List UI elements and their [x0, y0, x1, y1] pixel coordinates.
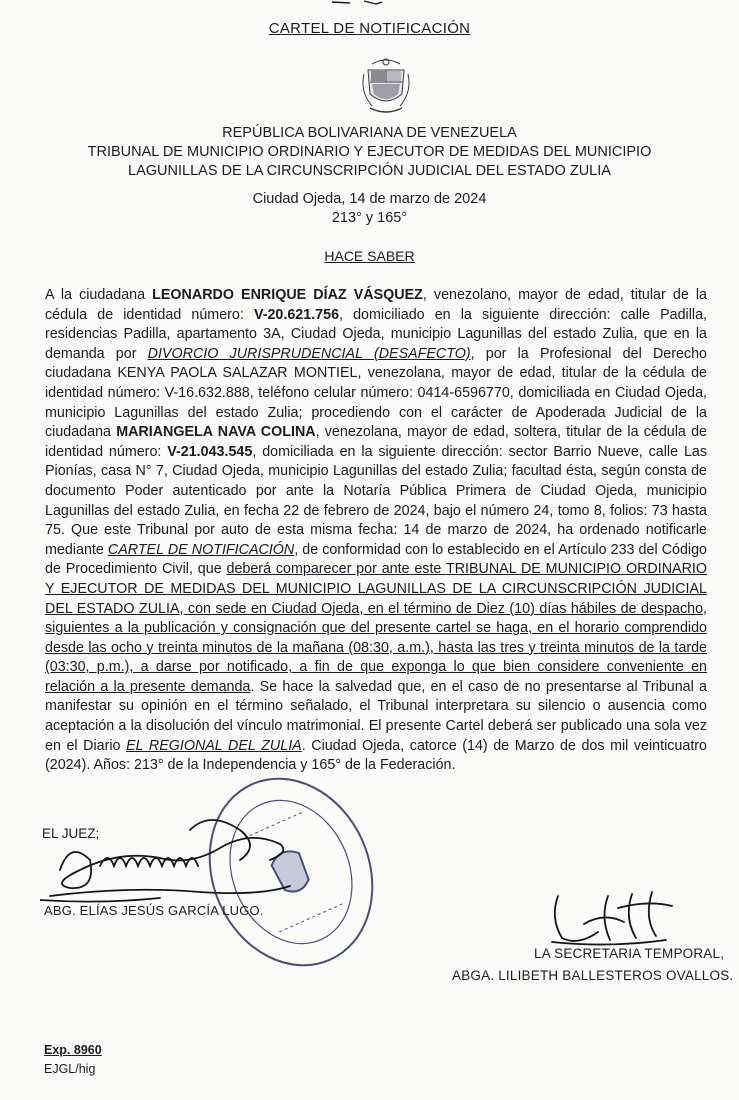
header-line-jurisdiction: LAGUNILLAS DE LA CIRCUNSCRIPCIÓN JUDICIAL DEL ESTADO ZULIA — [128, 163, 611, 179]
plaintiff-name: MARIANGELA NAVA COLINA — [116, 424, 316, 441]
notice-body — [45, 286, 707, 776]
document-title: CARTEL DE NOTIFICACIÓN — [268, 20, 471, 37]
body-part-9: . Ciudad Ojeda, catorce (14) de Marzo de dos mil veinticuatro (2024). Años: 213° de la Independencia y 165° de la Federación. — [45, 737, 708, 774]
underlined-notice: deberá comparecer por ante este TRIBUNAL DE MUNICIPIO ORDINARIO Y EJECUTOR DE MEDIDAS DEL MUNICIPIO LAGUNILLAS DE LA CIRCUNSCRIPCIÓN JUDICIAL DEL ESTADO ZULIA, con sede en Ciudad Ojeda, en el término de Diez (10) días hábiles de despacho, siguientes a la publicación y consignación que del presente cartel se haga, en el horario comprendido desde las ocho y treinta minutos de la mañana (08:30, a.m.), hasta las tres y treinta minutos de la tarde (03:30, p.m.), a darse por notificado, a fin de que exponga lo que bien considere conveniente en relación a la presente demanda — [45, 561, 708, 695]
years-line: 213° y 165° — [331, 210, 408, 226]
expediente-number: Exp. 8960 — [44, 1043, 102, 1057]
body-part-7: , de conformidad con lo establecido en el Artículo 233 del Código de Procedimiento Civil, que — [45, 541, 708, 578]
defendant-name: LEONARDO ENRIQUE DÍAZ VÁSQUEZ — [152, 287, 423, 303]
header-line-country: REPÚBLICA BOLIVARIANA DE VENEZUELA — [222, 125, 517, 141]
body-part-4: , por la Profesional del Derecho ciudadana KENYA PAOLA SALAZAR MONTIEL, venezolana, mayor de edad, titular de la cédula de identidad número: V-16.632.888, teléfono celular número: 0414-6596770, domiciliada en Ciudad Ojeda, municipio Lagunillas del estado Zulia; procediendo con el carácter de Apoderada Judicial de la ciudadana — [45, 345, 707, 441]
body-part-1: A la ciudadana — [45, 287, 153, 303]
secretary-name: ABGA. LILIBETH BALLESTEROS OVALLOS. — [452, 968, 734, 983]
secretary-signature — [548, 888, 678, 950]
judge-name: ABG. ELÍAS JESÚS GARCÍA LUGO. — [44, 903, 264, 918]
body-part-2: , venezolano, mayor de edad, titular de la cédula de identidad número: — [45, 287, 707, 323]
defendant-id: V-20.621.756 — [253, 306, 340, 323]
plaintiff-id: V-21.043.545 — [167, 443, 253, 460]
coat-of-arms-icon — [358, 56, 414, 118]
judge-signature — [40, 800, 340, 910]
reference-initials: EJGL/hig — [44, 1062, 96, 1076]
date-block — [0, 190, 739, 228]
date-line: Ciudad Ojeda, 14 de marzo de 2024 — [252, 191, 487, 207]
body-part-3: , domiciliado en la siguiente dirección: calle Padilla, residencias Padilla, apartamento 3A, Ciudad Ojeda, municipio Lagunillas del estado Zulia, que en la demanda por — [45, 306, 707, 362]
body-part-8: . Se hace la salvedad que, en el caso de no presentarse al Tribunal a manifestar su opinión en el término señalado, el Tribunal interpretara su silencio o ausencia como aceptación a la disolución del vínculo matrimonial. El presente Cartel deberá ser publicado una sola vez en el Diario — [45, 678, 707, 754]
body-part-5: , venezolana, mayor de edad, soltera, titular de la cédula de identidad número: — [45, 424, 707, 460]
header-line-court: TRIBUNAL DE MUNICIPIO ORDINARIO Y EJECUTOR DE MEDIDAS DEL MUNICIPIO — [87, 144, 652, 160]
secretary-role: LA SECRETARIA TEMPORAL, — [534, 946, 725, 961]
court-header — [0, 124, 739, 181]
newspaper-name: EL REGIONAL DEL ZULIA — [126, 737, 302, 754]
top-edge-mark — [330, 0, 390, 8]
body-part-6: , domiciliada en la siguiente dirección: sector Barrio Nueve, calle Las Pionías, casa N° 7, Ciudad Ojeda, municipio Lagunillas del estado Zulia; facultad ésta, según consta de documento Poder autenticado por ante la Notaría Pública Primera de Ciudad Ojeda, municipio Lagunillas del estado Zulia, en fecha 22 de febrero de 2024, bajo el número 24, tomo 8, folios: 73 hasta 75. Que este Tribunal por auto de esta misma fecha: 14 de marzo de 2024, ha ordenado notificarle mediante — [45, 443, 707, 558]
hace-saber-heading: HACE SABER — [324, 248, 415, 264]
case-type: DIVORCIO JURISPRUDENCIAL (DESAFECTO) — [147, 345, 471, 362]
cartel-reference: CARTEL DE NOTIFICACIÓN — [107, 541, 295, 558]
judge-label: EL JUEZ; — [42, 826, 100, 841]
